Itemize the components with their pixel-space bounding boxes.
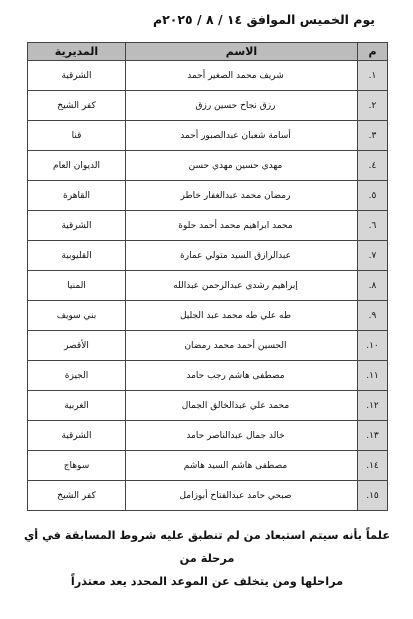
row-directorate: بني سويف <box>28 301 126 331</box>
table-row <box>28 121 388 151</box>
row-directorate: المنيا <box>28 271 126 301</box>
table-body <box>28 61 388 511</box>
header-name: الاسم <box>126 43 358 61</box>
row-directorate: الأقصر <box>28 331 126 361</box>
table-row <box>28 61 388 91</box>
row-directorate: سوهاج <box>28 451 126 481</box>
table-row <box>28 211 388 241</box>
table-row <box>28 91 388 121</box>
table-row <box>28 421 388 451</box>
row-number: ٥. <box>358 181 388 211</box>
row-number: ٩. <box>358 301 388 331</box>
row-name: مصطفى هاشم رجب حامد <box>126 361 358 391</box>
table-header-row <box>28 43 388 61</box>
table-row <box>28 241 388 271</box>
row-name: مصطفى هاشم السيد هاشم <box>126 451 358 481</box>
row-directorate: الشرقية <box>28 61 126 91</box>
row-number: ٤. <box>358 151 388 181</box>
row-number: ١٠. <box>358 331 388 361</box>
table-row <box>28 361 388 391</box>
row-number: ١٢. <box>358 391 388 421</box>
row-number: ١٣. <box>358 421 388 451</box>
row-directorate: الغربية <box>28 391 126 421</box>
row-directorate: الديوان العام <box>28 151 126 181</box>
row-number: ١١. <box>358 361 388 391</box>
candidates-table <box>27 42 388 511</box>
header-directorate: المديرية <box>28 43 126 61</box>
date-heading: يوم الخميس الموافق ١٤ / ٨ / ٢٠٢٥م <box>153 12 375 27</box>
row-name: إبراهيم رشدي عبدالرحمن عبدالله <box>126 271 358 301</box>
row-number: ٣. <box>358 121 388 151</box>
row-name: رمضان محمد عبدالغفار خاطر <box>126 181 358 211</box>
table-row <box>28 331 388 361</box>
row-directorate: كفر الشيخ <box>28 481 126 511</box>
table-row <box>28 391 388 421</box>
row-name: محمد ابراهيم محمد أحمد حلوة <box>126 211 358 241</box>
table-row <box>28 481 388 511</box>
row-directorate: الشرقية <box>28 211 126 241</box>
row-directorate: القليوبية <box>28 241 126 271</box>
table-row <box>28 181 388 211</box>
row-name: الحسين أحمد محمد رمضان <box>126 331 358 361</box>
footnote-line-1: علماً بأنه سيتم استبعاد من لم تنطبق عليه شروط المسابقة في أي مرحلة من <box>23 529 391 565</box>
row-number: ٨. <box>358 271 388 301</box>
row-name: خالد جمال عبدالناصر حامد <box>126 421 358 451</box>
row-directorate: قنا <box>28 121 126 151</box>
row-name: رزق نجاح حسين رزق <box>126 91 358 121</box>
footnote <box>20 524 394 593</box>
row-number: ١. <box>358 61 388 91</box>
table-row <box>28 451 388 481</box>
row-number: ٢. <box>358 91 388 121</box>
row-name: مهدي حسين مهدي حسن <box>126 151 358 181</box>
row-name: طه علي طه محمد عبد الجليل <box>126 301 358 331</box>
table-row <box>28 151 388 181</box>
row-name: صبحي حامد عبدالفتاح أبوزامل <box>126 481 358 511</box>
row-number: ٧. <box>358 241 388 271</box>
table-row <box>28 271 388 301</box>
row-name: محمد علي عبدالخالق الجمال <box>126 391 358 421</box>
table-row <box>28 301 388 331</box>
row-number: ٦. <box>358 211 388 241</box>
row-directorate: كفر الشيخ <box>28 91 126 121</box>
footnote-line-2: مراحلها ومن يتخلف عن الموعد المحدد يعد معتذراً <box>70 575 344 588</box>
header-number: م <box>358 43 388 61</box>
row-directorate: الشرقية <box>28 421 126 451</box>
row-number: ١٤. <box>358 451 388 481</box>
row-number: ١٥. <box>358 481 388 511</box>
row-name: شريف محمد الصغير أحمد <box>126 61 358 91</box>
row-directorate: الجيزة <box>28 361 126 391</box>
row-directorate: القاهرة <box>28 181 126 211</box>
row-name: عبدالرازق السيد متولي عمارة <box>126 241 358 271</box>
row-name: أسامة شعبان عبدالصبور أحمد <box>126 121 358 151</box>
